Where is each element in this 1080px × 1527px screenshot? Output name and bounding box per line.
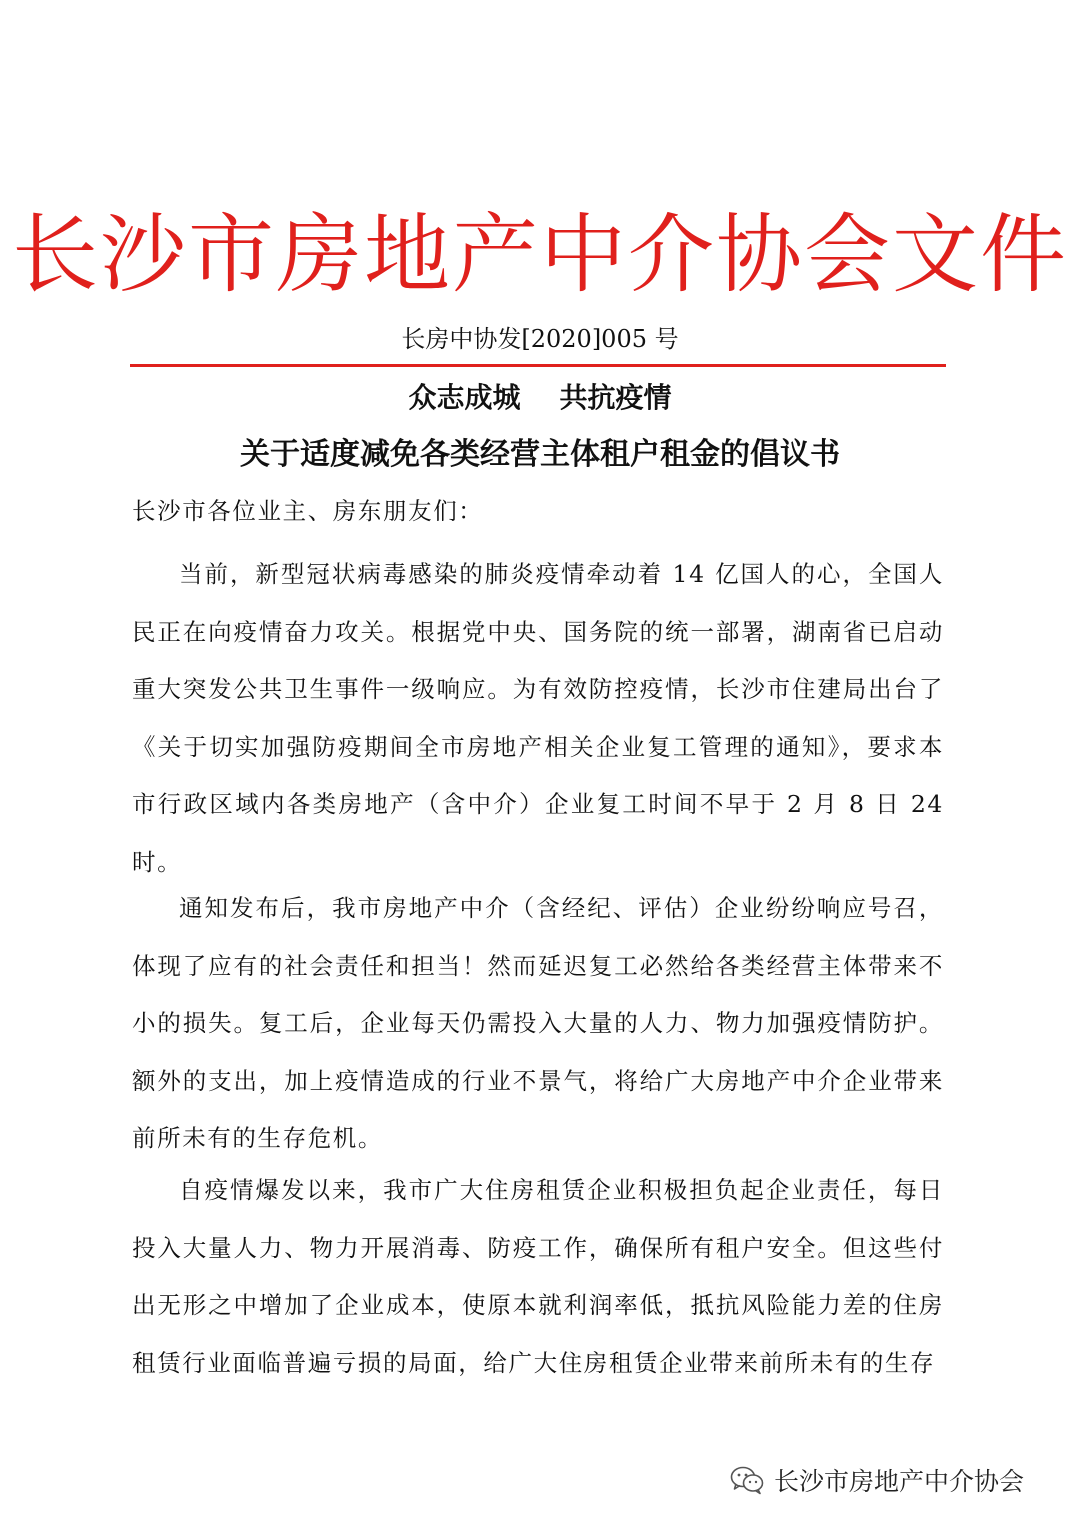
document-number: 长房中协发[2020]005 号 <box>401 325 679 353</box>
document-header-title: 长沙市房地产中介协会文件 <box>12 205 1068 305</box>
document-title: 关于适度减免各类经营主体租户租金的倡议书 <box>240 437 840 472</box>
wechat-watermark <box>730 1458 1024 1502</box>
document-subtitle: 众志成城 共抗疫情 <box>408 381 672 414</box>
paragraph-1: 当前，新型冠状病毒感染的肺炎疫情牵动着 14 亿国人的心，全国人民正在向疫情奋力攻关。根据党中央、国务院的统一部署，湖南省已启动重大突发公共卫生事件一级响应。为有效防控疫情，长沙市住建局出台了《关于切实加强防疫期间全市房地产相关企业复工管理的通知》，要求本市行政区域内各类房地产（含中介）企业复工时间不早于 2 月 8 日 24 时。 <box>132 560 944 876</box>
salutation: 长沙市各位业主、房东朋友们： <box>132 497 484 525</box>
header-divider <box>130 364 946 367</box>
wechat-icon <box>730 1465 764 1495</box>
paragraph-2: 通知发布后，我市房地产中介（含经纪、评估）企业纷纷响应号召，体现了应有的社会责任和担当！然而延迟复工必然给各类经营主体带来不小的损失。复工后，企业每天仍需投入大量的人力、物力加强疫情防护。额外的支出，加上疫情造成的行业不景气，将给广大房地产中介企业带来前所未有的生存危机。 <box>132 894 944 1152</box>
watermark-label: 长沙市房地产中介协会 <box>774 1467 1025 1496</box>
paragraph-3: 自疫情爆发以来，我市广大住房租赁企业积极担负起企业责任，每日投入大量人力、物力开展消毒、防疫工作，确保所有租户安全。但这些付出无形之中增加了企业成本，使原本就利润率低，抵抗风险能力差的住房租赁行业面临普遍亏损的局面，给广大住房租赁企业带来前所未有的生存 <box>132 1176 944 1377</box>
